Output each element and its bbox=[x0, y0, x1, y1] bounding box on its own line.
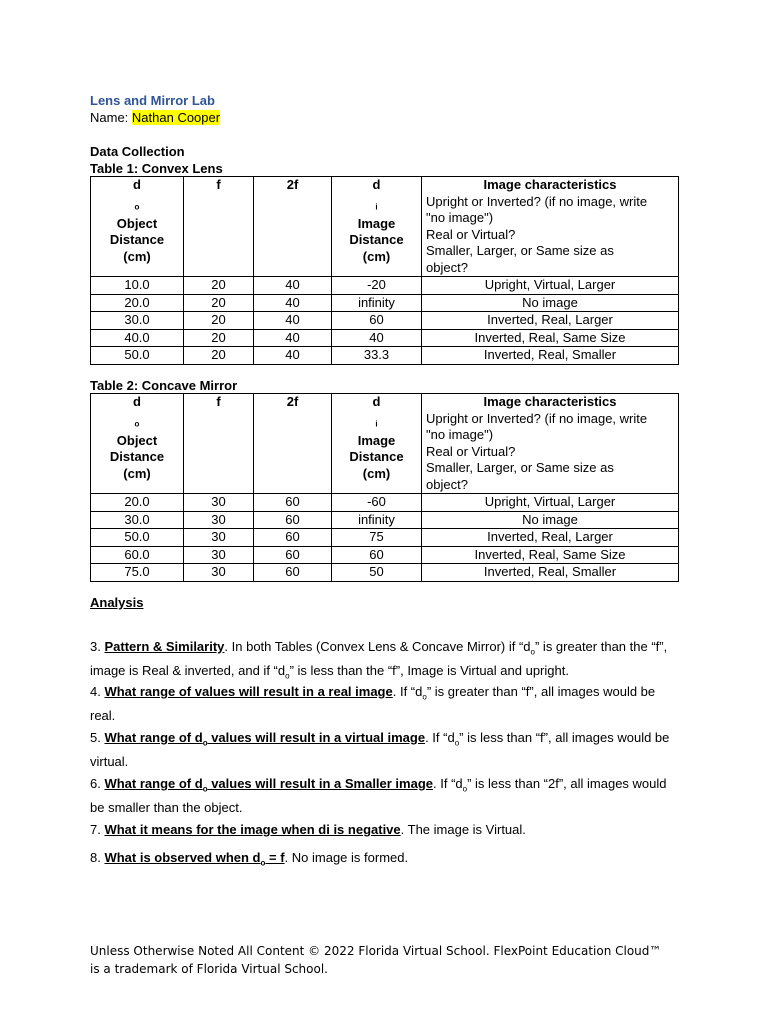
cell-2f: 60 bbox=[254, 529, 332, 547]
cell-do: 30.0 bbox=[91, 312, 184, 330]
name-label: Name: bbox=[90, 110, 132, 125]
cell-do: 50.0 bbox=[91, 529, 184, 547]
cell-2f: 40 bbox=[254, 347, 332, 365]
student-name-line bbox=[90, 110, 220, 125]
table-row bbox=[91, 347, 679, 365]
cell-do: 30.0 bbox=[91, 511, 184, 529]
cell-2f: 60 bbox=[254, 511, 332, 529]
cell-f: 30 bbox=[184, 564, 254, 582]
table-row bbox=[91, 511, 679, 529]
cell-do: 60.0 bbox=[91, 546, 184, 564]
cell-di: 50 bbox=[332, 564, 422, 582]
cell-do: 75.0 bbox=[91, 564, 184, 582]
cell-characteristics: Inverted, Real, Smaller bbox=[422, 564, 679, 582]
cell-2f: 40 bbox=[254, 312, 332, 330]
cell-f: 20 bbox=[184, 347, 254, 365]
cell-do: 50.0 bbox=[91, 347, 184, 365]
cell-2f: 60 bbox=[254, 564, 332, 582]
lab-title: Lens and Mirror Lab bbox=[90, 93, 215, 108]
cell-di: -20 bbox=[332, 277, 422, 295]
table-row bbox=[91, 277, 679, 295]
cell-do: 20.0 bbox=[91, 494, 184, 512]
table-header-row bbox=[91, 177, 679, 277]
table-row bbox=[91, 546, 679, 564]
answer-7: 7. What it means for the image when di is negative. The image is Virtual. bbox=[90, 822, 526, 837]
cell-characteristics: No image bbox=[422, 511, 679, 529]
table-row bbox=[91, 312, 679, 330]
table-row bbox=[91, 294, 679, 312]
col-image-distance: d $_i$ Image Distance (cm) bbox=[332, 177, 422, 277]
col-object-distance: d $_o$ Object Distance (cm) bbox=[91, 177, 184, 277]
analysis-heading: Analysis bbox=[90, 595, 144, 610]
col-object-distance: d $_o$ Object Distance (cm) bbox=[91, 394, 184, 494]
cell-f: 30 bbox=[184, 546, 254, 564]
answer-4: 4. What range of values will result in a real image. If “$d_o$” is greater than “f”, all images would be real. bbox=[90, 684, 656, 723]
student-name: Nathan Cooper bbox=[131, 110, 221, 125]
cell-f: 20 bbox=[184, 329, 254, 347]
col-image-characteristics: Image characteristics Upright or Inverted? (if no image, write "no image") Real or Virtual? Smaller, Larger, or Same size as object? bbox=[422, 394, 679, 494]
col-image-characteristics: Image characteristics Upright or Inverted? (if no image, write "no image") Real or Virtual? Smaller, Larger, or Same size as object? bbox=[422, 177, 679, 277]
cell-characteristics: No image bbox=[422, 294, 679, 312]
answer-5: 5. What range of $d_o$ values will result in a virtual image. If “$d_o$” is less than “f”, all images would be virtual. bbox=[90, 730, 670, 769]
table-row bbox=[91, 494, 679, 512]
cell-characteristics: Inverted, Real, Smaller bbox=[422, 347, 679, 365]
cell-do: 10.0 bbox=[91, 277, 184, 295]
cell-di: infinity bbox=[332, 511, 422, 529]
table-row bbox=[91, 329, 679, 347]
data-collection-heading: Data Collection bbox=[90, 144, 185, 159]
cell-di: 60 bbox=[332, 312, 422, 330]
cell-characteristics: Upright, Virtual, Larger bbox=[422, 277, 679, 295]
cell-characteristics: Inverted, Real, Same Size bbox=[422, 546, 679, 564]
copyright-footer: Unless Otherwise Noted All Content © 2022 Florida Virtual School. FlexPoint Education Cloud™ is a trademark of Florida Virtual School. bbox=[90, 944, 662, 976]
cell-di: 33.3 bbox=[332, 347, 422, 365]
cell-di: 60 bbox=[332, 546, 422, 564]
cell-2f: 60 bbox=[254, 494, 332, 512]
cell-do: 20.0 bbox=[91, 294, 184, 312]
cell-f: 30 bbox=[184, 511, 254, 529]
cell-di: infinity bbox=[332, 294, 422, 312]
cell-2f: 40 bbox=[254, 329, 332, 347]
cell-2f: 40 bbox=[254, 294, 332, 312]
col-image-distance: d $_i$ Image Distance (cm) bbox=[332, 394, 422, 494]
cell-f: 20 bbox=[184, 294, 254, 312]
cell-di: -60 bbox=[332, 494, 422, 512]
concave-mirror-table bbox=[90, 393, 679, 582]
cell-characteristics: Inverted, Real, Larger bbox=[422, 529, 679, 547]
cell-f: 20 bbox=[184, 277, 254, 295]
col-two-f: 2f bbox=[254, 177, 332, 277]
col-focal-length: f bbox=[184, 394, 254, 494]
cell-di: 75 bbox=[332, 529, 422, 547]
table1-caption: Table 1: Convex Lens bbox=[90, 161, 223, 176]
answer-3: 3. Pattern & Similarity. In both Tables (Convex Lens & Concave Mirror) if “$d_o$” is greater than the “f”, image is Real & inverted, and if “$d_o$” is less than the “f”, Image is Virtual and upright. bbox=[90, 639, 668, 681]
answer-6: 6. What range of $d_o$ values will result in a Smaller image. If “$d_o$” is less than “2f”, all images would be smaller than the object. bbox=[90, 776, 667, 815]
cell-do: 40.0 bbox=[91, 329, 184, 347]
cell-f: 30 bbox=[184, 529, 254, 547]
table2-caption: Table 2: Concave Mirror bbox=[90, 378, 238, 393]
cell-2f: 40 bbox=[254, 277, 332, 295]
col-two-f: 2f bbox=[254, 394, 332, 494]
cell-di: 40 bbox=[332, 329, 422, 347]
cell-f: 20 bbox=[184, 312, 254, 330]
cell-characteristics: Upright, Virtual, Larger bbox=[422, 494, 679, 512]
convex-lens-table bbox=[90, 176, 679, 365]
cell-characteristics: Inverted, Real, Larger bbox=[422, 312, 679, 330]
cell-characteristics: Inverted, Real, Same Size bbox=[422, 329, 679, 347]
table-header-row bbox=[91, 394, 679, 494]
table-row bbox=[91, 564, 679, 582]
col-focal-length: f bbox=[184, 177, 254, 277]
cell-f: 30 bbox=[184, 494, 254, 512]
answer-8: 8. What is observed when $d_o = f$. No image is formed. bbox=[90, 850, 409, 868]
cell-2f: 60 bbox=[254, 546, 332, 564]
table-row bbox=[91, 529, 679, 547]
